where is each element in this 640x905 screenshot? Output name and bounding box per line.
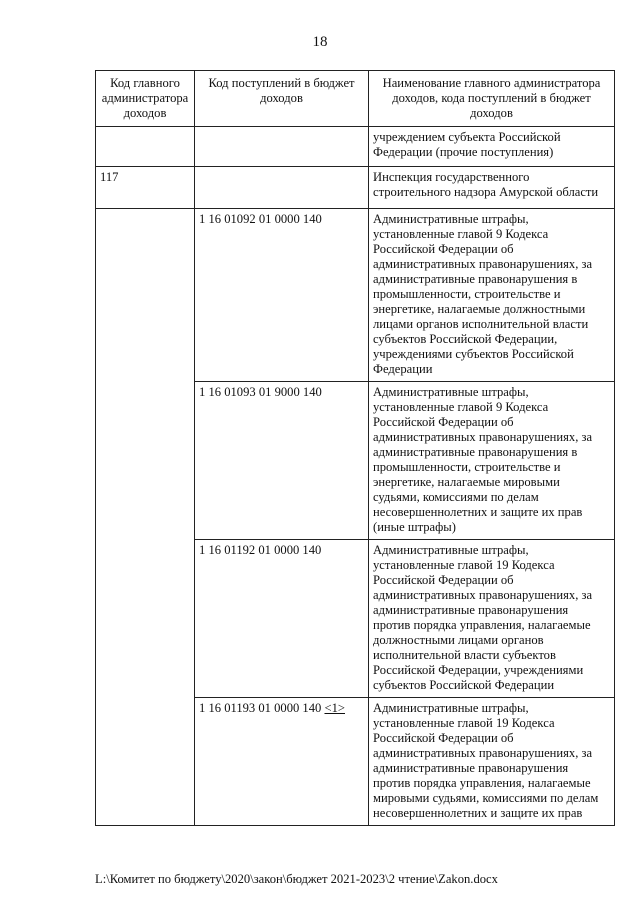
description-cell: Административные штрафы, установленные главой 9 Кодекса Российской Федерации об административных правонарушениях, за административные правонарушения в промышленности, строительстве и энергетике, налагаемые должностными лицами органов исполнительной власти субъектов Российской Федерации, учреждениями субъектов Российской Федерации: [369, 209, 615, 382]
income-code-cell: [195, 127, 369, 167]
income-code-cell: [195, 167, 369, 209]
table-row-administrator: [96, 167, 615, 209]
income-code-cell: 1 16 01092 01 0000 140: [195, 209, 369, 382]
admin-code-cell-empty: [96, 209, 195, 826]
header-admin-code: Код главного администратора доходов: [96, 71, 195, 127]
income-code-text: 1 16 01193 01 0000 140: [199, 701, 322, 715]
table-header-row: [96, 71, 615, 127]
footer-file-path: L:\Комитет по бюджету\2020\закон\бюджет 2021-2023\2 чтение\Zakon.docx: [95, 872, 498, 886]
income-code-cell: [195, 698, 369, 826]
description-cell: Административные штрафы, установленные главой 19 Кодекса Российской Федерации об административных правонарушениях, за административные правонарушения против порядка управления, налагаемые должностными лицами органов исполнительной власти субъектов Российской Федерации, учреждениями субъектов Российской Федерации: [369, 540, 615, 698]
income-code-cell: 1 16 01093 01 9000 140: [195, 382, 369, 540]
footnote-link[interactable]: <1>: [324, 701, 345, 715]
description-cell: Административные штрафы, установленные главой 9 Кодекса Российской Федерации об административных правонарушениях, за административные правонарушения в промышленности, строительстве и энергетике, налагаемые мировыми судьями, комиссиями по делам несовершеннолетних и защите их прав (иные штрафы): [369, 382, 615, 540]
income-code-cell: 1 16 01192 01 0000 140: [195, 540, 369, 698]
table-row: [96, 209, 615, 382]
table-row: [96, 127, 615, 167]
admin-code-cell: [96, 127, 195, 167]
description-cell: Административные штрафы, установленные главой 19 Кодекса Российской Федерации об административных правонарушениях, за административные правонарушения против порядка управления, налагаемые мировыми судьями, комиссиями по делам несовершеннолетних и защите их прав: [369, 698, 615, 826]
description-cell: Инспекция государственного строительного надзора Амурской области: [369, 167, 615, 209]
header-name: Наименование главного администратора доходов, кода поступлений в бюджет доходов: [369, 71, 615, 127]
budget-table: [95, 70, 615, 826]
admin-code-cell: 117: [96, 167, 195, 209]
description-cell: учреждением субъекта Российской Федерации (прочие поступления): [369, 127, 615, 167]
header-income-code: Код поступлений в бюджет доходов: [195, 71, 369, 127]
page-number: 18: [312, 34, 328, 50]
